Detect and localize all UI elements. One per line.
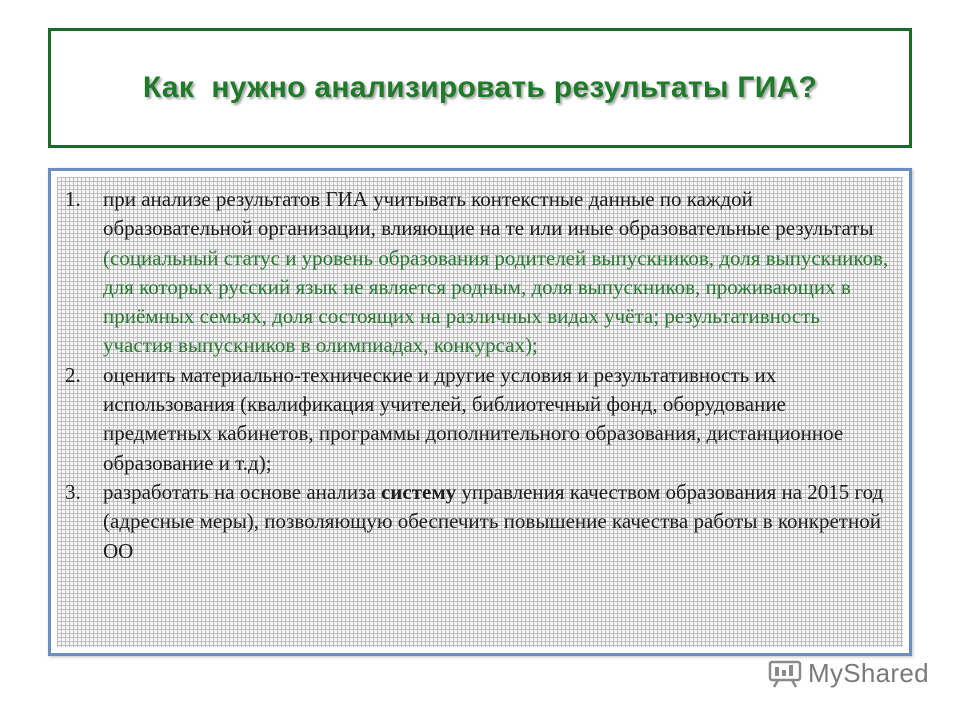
item-text-bold: систему (380, 479, 457, 504)
item-text: оценить материально-технические и другие условия и результативность их использования (квалификация учителей, библиотечный фонд, оборудование предметных кабинетов, программы дополнительного образования, дистанционное образование и т.д); (103, 362, 844, 475)
item-number: 1. (65, 187, 81, 211)
item-text-highlight: (социальный статус и уровень образования родителей выпускников, доля выпускников, для которых русский язык не является родным, доля выпускников, проживающих в приёмных семьях, доля состоящих на различных видах учёта; результативность участия выпускников в олимпиадах, конкурсах); (103, 245, 889, 358)
item-text: управления качеством образования на 2015 год (адресные меры), позволяющую обеспечить повышение качества работы в конкретной ОО (103, 479, 884, 563)
item-text: разработать на основе анализа (103, 479, 381, 504)
item-number: 3. (65, 479, 81, 504)
item-number: 2. (65, 362, 81, 387)
points-list (65, 185, 891, 566)
slide-title: Как нужно анализировать результаты ГИА? (142, 71, 818, 104)
watermark-text: MyShared (808, 658, 929, 688)
list-item (65, 185, 891, 361)
item-text: при анализе результатов ГИА учитывать контекстные данные по каждой образовательной организации, влияющие на те или иные образовательные результаты (103, 187, 874, 241)
list-item (65, 361, 891, 478)
list-item (65, 478, 891, 566)
content-box (48, 168, 912, 656)
presentation-board-icon (768, 660, 802, 688)
title-box (48, 28, 912, 148)
watermark-logo (768, 658, 929, 689)
